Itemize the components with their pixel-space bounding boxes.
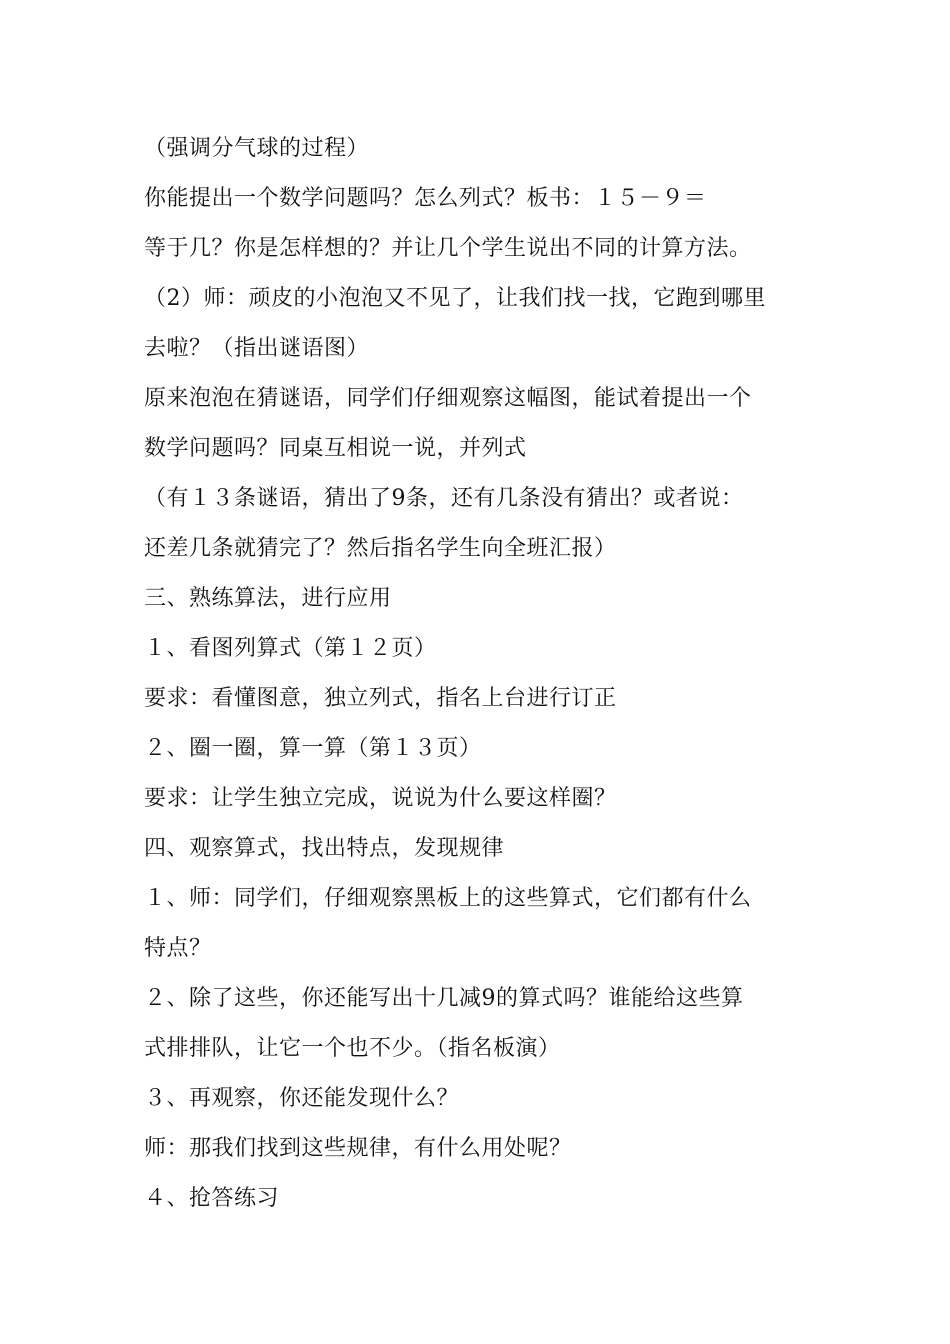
text-line: ４、抢答练习 [144, 1186, 280, 1211]
text-line: １、看图列算式（第１２页） [144, 636, 437, 661]
text-line: １、师：同学们，仔细观察黑板上的这些算式，它们都有什么 [144, 886, 752, 911]
text-line: ３、再观察，你还能发现什么？ [144, 1086, 460, 1111]
text-line: 要求：看懂图意，独立列式，指名上台进行订正 [144, 686, 617, 711]
text-line: （强调分气球的过程） [144, 136, 370, 161]
text-line: 等于几？你是怎样想的？并让几个学生说出不同的计算方法。 [144, 236, 752, 261]
text-line: 还差几条就猜完了？然后指名学生向全班汇报） [144, 536, 617, 561]
section-heading: 四、观察算式，找出特点，发现规律 [144, 836, 505, 861]
document-body [144, 130, 824, 1230]
text-line: （2）师：顽皮的小泡泡又不见了，让我们找一找，它跑到哪里 [144, 286, 766, 311]
text-line: （有１３条谜语，猜出了9条，还有几条没有猜出？或者说： [144, 486, 744, 511]
text-line: 式排排队，让它一个也不少。（指名板演） [144, 1036, 561, 1061]
text-line: 你能提出一个数学问题吗？怎么列式？板书：１５－９＝ [144, 186, 707, 211]
text-line: 师：那我们找到这些规律，有什么用处呢？ [144, 1136, 572, 1161]
text-line: 原来泡泡在猜谜语，同学们仔细观察这幅图，能试着提出一个 [144, 386, 752, 411]
text-line: ２、除了这些，你还能写出十几减9的算式吗？谁能给这些算 [144, 986, 744, 1011]
text-line: 数学问题吗？同桌互相说一说，并列式 [144, 436, 527, 461]
text-line: 特点？ [144, 936, 212, 961]
text-line: ２、圈一圈，算一算（第１３页） [144, 736, 482, 761]
section-heading: 三、熟练算法，进行应用 [144, 586, 392, 611]
text-line: 去啦？（指出谜语图） [144, 336, 370, 361]
text-line: 要求：让学生独立完成，说说为什么要这样圈？ [144, 786, 617, 811]
